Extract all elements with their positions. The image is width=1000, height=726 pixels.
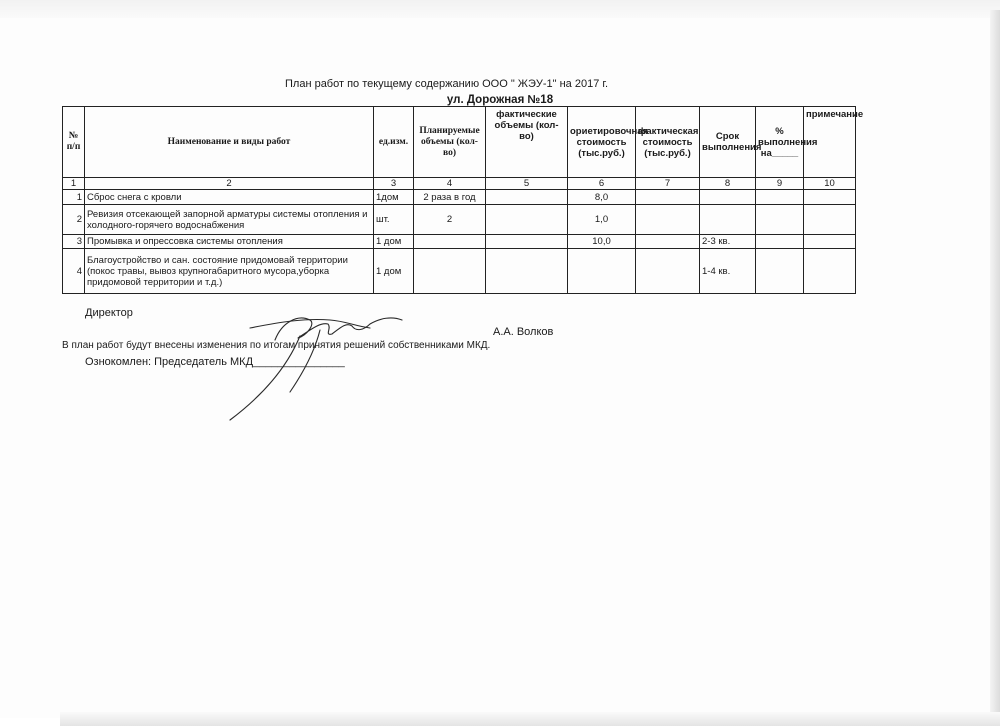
row-unit: шт. xyxy=(374,205,414,235)
row-term: 1-4 кв. xyxy=(700,249,756,294)
director-label: Директор xyxy=(85,307,133,319)
column-number: 5 xyxy=(486,178,568,190)
row-actual-cost xyxy=(636,205,700,235)
handwritten-signature xyxy=(220,300,420,430)
row-note xyxy=(804,205,856,235)
row-percent xyxy=(756,249,804,294)
row-work-name: Сброс снега с кровли xyxy=(85,190,374,205)
row-actual-cost xyxy=(636,249,700,294)
row-planned: 2 xyxy=(414,205,486,235)
row-actual xyxy=(486,190,568,205)
table-row xyxy=(63,205,856,235)
header-work-name: Наименование и виды работ xyxy=(85,107,374,178)
row-work-name: Ревизия отсекающей запорной арматуры системы отопления и холодного-горячего водоснабжения xyxy=(85,205,374,235)
column-number: 7 xyxy=(636,178,700,190)
row-unit: 1 дом xyxy=(374,249,414,294)
work-plan-table xyxy=(62,106,864,294)
header-est-cost: ориетировочная стоимость (тыс.руб.) xyxy=(568,107,636,178)
row-actual xyxy=(486,249,568,294)
director-name: А.А. Волков xyxy=(493,326,554,338)
row-term xyxy=(700,190,756,205)
row-actual xyxy=(486,235,568,249)
row-est-cost: 1,0 xyxy=(568,205,636,235)
row-actual-cost xyxy=(636,235,700,249)
row-note xyxy=(804,235,856,249)
column-number: 6 xyxy=(568,178,636,190)
row-note xyxy=(804,249,856,294)
row-actual-cost xyxy=(636,190,700,205)
column-number: 1 xyxy=(63,178,85,190)
header-note: примечание xyxy=(804,107,856,178)
document-address: ул. Дорожная №18 xyxy=(446,94,554,106)
row-percent xyxy=(756,235,804,249)
row-planned xyxy=(414,235,486,249)
row-percent xyxy=(756,205,804,235)
row-term xyxy=(700,205,756,235)
row-actual xyxy=(486,205,568,235)
header-actual: фактические объемы (кол-во) xyxy=(486,107,568,178)
table-header-row xyxy=(63,107,856,178)
changes-note: В план работ будут внесены изменения по итогам принятия решений собственниками МКД. xyxy=(62,340,491,351)
column-number: 3 xyxy=(374,178,414,190)
row-number: 3 xyxy=(63,235,85,249)
row-est-cost: 10,0 xyxy=(568,235,636,249)
header-number: № п/п xyxy=(63,107,85,178)
row-number: 1 xyxy=(63,190,85,205)
column-number: 8 xyxy=(700,178,756,190)
scan-edge-bottom xyxy=(60,712,1000,726)
column-number: 4 xyxy=(414,178,486,190)
header-actual-cost: фактическая стоимость (тыс.руб.) xyxy=(636,107,700,178)
document-title: План работ по текущему содержанию ООО " ЖЭУ-1" на 2017 г. xyxy=(285,78,609,90)
row-number: 2 xyxy=(63,205,85,235)
row-note xyxy=(804,190,856,205)
row-work-name: Благоустройство и сан. состояние придомовай территории (покос травы, вывоз крупногабаритного мусора,уборка придомовой территории и т.д.) xyxy=(85,249,374,294)
column-number: 10 xyxy=(804,178,856,190)
row-work-name: Промывка и опрессовка системы отопления xyxy=(85,235,374,249)
column-number-row xyxy=(63,178,856,190)
header-percent: % выполнения на_____ xyxy=(756,107,804,178)
table-row xyxy=(63,249,856,294)
row-term: 2-3 кв. xyxy=(700,235,756,249)
column-number: 9 xyxy=(756,178,804,190)
table-row xyxy=(63,190,856,205)
table-row xyxy=(63,235,856,249)
scan-edge-right xyxy=(990,10,1000,726)
header-planned: Планируемые объемы (кол-во) xyxy=(414,107,486,178)
row-unit: 1дом xyxy=(374,190,414,205)
acknowledgement-line: Ознокомлен: Председатель МКД_______________ xyxy=(85,356,345,368)
header-unit: ед.изм. xyxy=(374,107,414,178)
row-number: 4 xyxy=(63,249,85,294)
row-unit: 1 дом xyxy=(374,235,414,249)
row-est-cost xyxy=(568,249,636,294)
row-est-cost: 8,0 xyxy=(568,190,636,205)
row-planned: 2 раза в год xyxy=(414,190,486,205)
header-term: Срок выполнения xyxy=(700,107,756,178)
column-number: 2 xyxy=(85,178,374,190)
row-planned xyxy=(414,249,486,294)
scan-edge-top xyxy=(0,0,1000,18)
row-percent xyxy=(756,190,804,205)
